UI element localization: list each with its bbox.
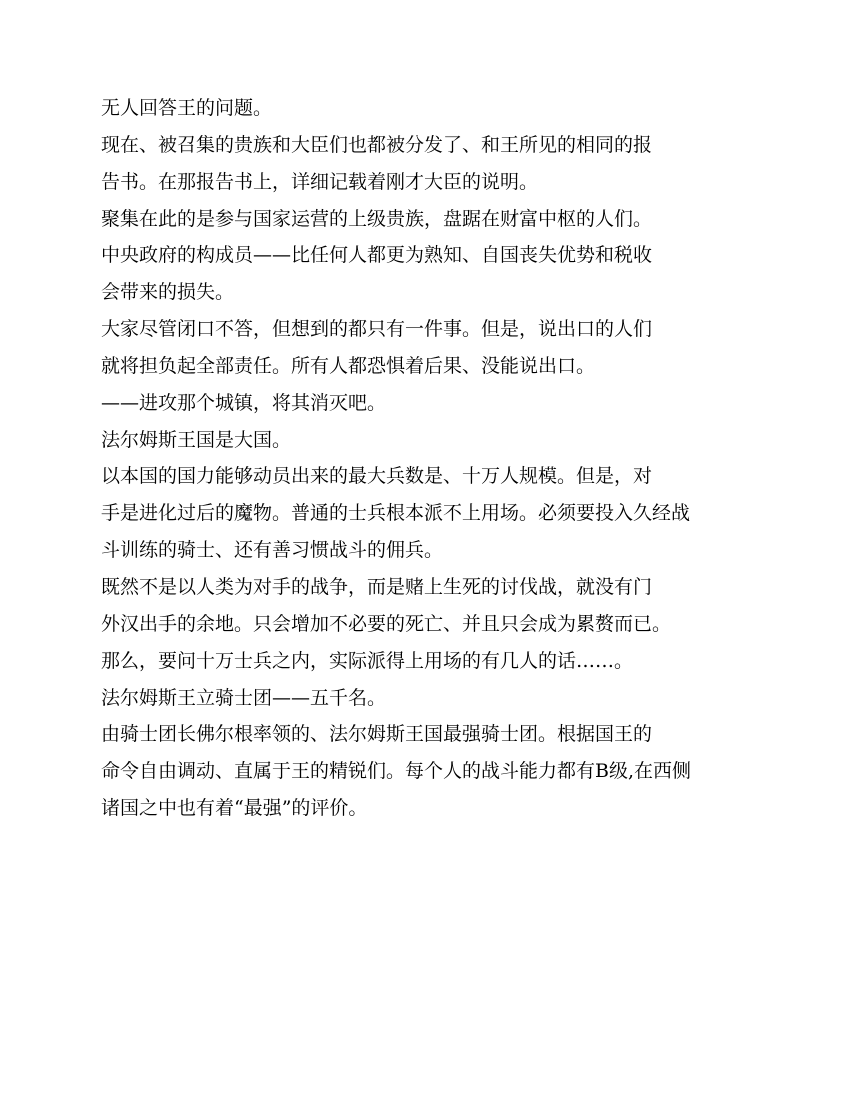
document-body	[101, 90, 761, 827]
text-line: 会带来的损失。	[101, 281, 235, 304]
text-line: 法尔姆斯王立骑士团——五千名。	[101, 686, 387, 709]
text-line: 手是进化过后的魔物。普通的士兵根本派不上用场。必须要投入久经战	[101, 502, 691, 525]
text-line: 命令自由调动、直属于王的精锐们。每个人的战斗能力都有B级,在西侧	[101, 760, 692, 783]
text-line: 法尔姆斯王国是大国。	[101, 428, 292, 451]
text-line: 就将担负起全部责任。所有人都恐惧着后果、没能说出口。	[101, 354, 596, 377]
text-line: 外汉出手的余地。只会增加不必要的死亡、并且只会成为累赘而已。	[101, 612, 672, 635]
text-line: ——进攻那个城镇，将其消灭吧。	[101, 391, 387, 414]
text-line: 以本国的国力能够动员出来的最大兵数是、十万人规模。但是，对	[101, 465, 653, 488]
text-line: 现在、被召集的贵族和大臣们也都被分发了、和王所见的相同的报	[101, 133, 653, 156]
text-line: 由骑士团长佛尔根率领的、法尔姆斯王国最强骑士团。根据国王的	[101, 723, 653, 746]
text-line: 斗训练的骑士、还有善习惯战斗的佣兵。	[101, 539, 444, 562]
text-line: 聚集在此的是参与国家运营的上级贵族，盘踞在财富中枢的人们。	[101, 207, 653, 230]
text-line: 既然不是以人类为对手的战争，而是赌上生死的讨伐战，就没有门	[101, 575, 653, 598]
text-line: 那么，要问十万士兵之内，实际派得上用场的有几人的话……。	[101, 649, 634, 672]
text-line: 诸国之中也有着“最强”的评价。	[101, 797, 368, 820]
text-line: 中央政府的构成员——比任何人都更为熟知、自国丧失优势和税收	[101, 244, 653, 267]
text-line: 告书。在那报告书上，详细记载着刚才大臣的说明。	[101, 170, 539, 193]
text-line: 无人回答王的问题。	[101, 97, 273, 119]
text-line: 大家尽管闭口不答，但想到的都只有一件事。但是，说出口的人们	[101, 318, 653, 341]
